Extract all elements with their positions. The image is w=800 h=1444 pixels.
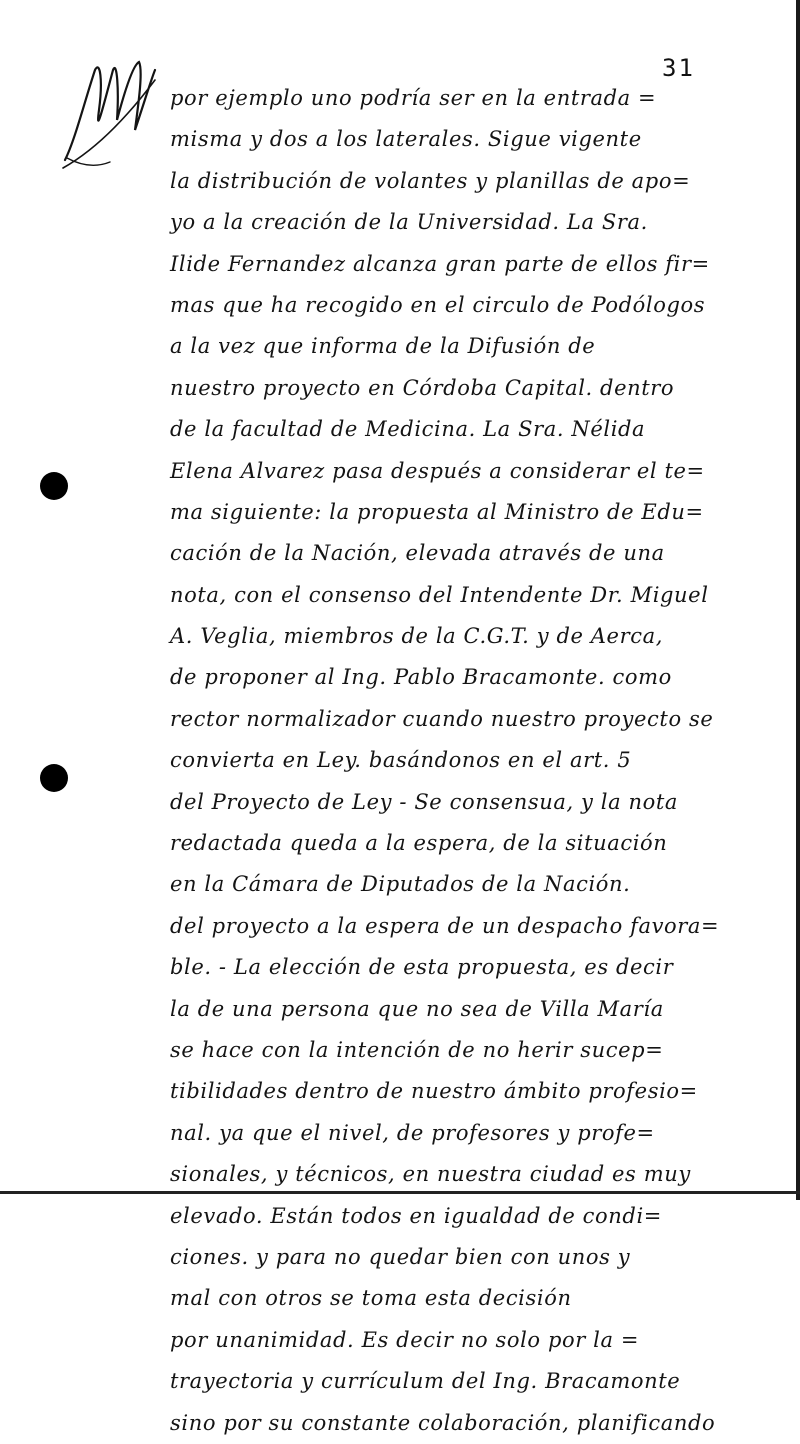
handwritten-text-body <box>170 78 780 1444</box>
text-line: ble. - La elección de esta propuesta, es decir <box>170 955 674 980</box>
margin-line <box>165 70 167 1170</box>
text-line: rector normalizador cuando nuestro proyecto se <box>170 706 714 731</box>
punch-hole <box>40 764 68 792</box>
text-line: cación de la Nación, elevada através de una <box>170 541 665 566</box>
text-line: la distribución de volantes y planillas de apo= <box>170 168 691 193</box>
text-line: convierta en Ley. basándonos en el art. 5 <box>170 748 632 773</box>
text-line: mal con otros se toma esta decisión <box>170 1286 572 1311</box>
text-line: Ilide Fernandez alcanza gran parte de ellos fir= <box>170 251 710 276</box>
text-line: ciones. y para no quedar bien con unos y <box>170 1244 631 1269</box>
text-line: yo a la creación de la Universidad. La Sra. <box>170 210 648 235</box>
text-line: nuestro proyecto en Córdoba Capital. dentro <box>170 375 675 400</box>
text-line: mas que ha recogido en el circulo de Podólogos <box>170 292 706 317</box>
text-line: de proponer al Ing. Pablo Bracamonte. como <box>170 665 672 690</box>
text-line: del proyecto a la espera de un despacho favora= <box>170 913 720 938</box>
punch-hole <box>40 472 68 500</box>
text-line: se hace con la intención de no herir sucep= <box>170 1037 664 1062</box>
text-line: elevado. Están todos en igualdad de condi= <box>170 1203 662 1228</box>
scan-edge <box>796 0 800 1200</box>
handwritten-signature-icon <box>55 40 165 180</box>
text-line: nal. ya que el nivel, de profesores y profe= <box>170 1120 655 1145</box>
text-line: redactada queda a la espera, de la situación <box>170 831 668 856</box>
text-line: trayectoria y currículum del Ing. Bracamonte <box>170 1369 681 1394</box>
text-line: en la Cámara de Diputados de la Nación. <box>170 872 631 897</box>
text-line: sino por su constante colaboración, planificando <box>170 1410 716 1435</box>
page-number: 31 <box>662 54 695 82</box>
text-line: A. Veglia, miembros de la C.G.T. y de Aerca, <box>170 624 663 649</box>
text-line: a la vez que informa de la Difusión de <box>170 334 596 359</box>
text-line: sionales, y técnicos, en nuestra ciudad es muy <box>170 1162 691 1187</box>
text-line: por ejemplo uno podría ser en la entrada = <box>170 86 657 110</box>
text-line: ma siguiente: la propuesta al Ministro de Edu= <box>170 499 704 524</box>
text-line: por unanimidad. Es decir no solo por la = <box>170 1327 640 1352</box>
text-line: nota, con el consenso del Intendente Dr. Miguel <box>170 582 709 607</box>
text-line: del Proyecto de Ley - Se consensua, y la nota <box>170 789 679 814</box>
text-line: la de una persona que no sea de Villa María <box>170 996 664 1021</box>
text-line: tibilidades dentro de nuestro ámbito profesio= <box>170 1079 698 1104</box>
text-line: misma y dos a los laterales. Sigue vigente <box>170 127 642 152</box>
text-line: Elena Alvarez pasa después a considerar el te= <box>170 458 705 483</box>
text-line: de la facultad de Medicina. La Sra. Nélida <box>170 417 646 442</box>
